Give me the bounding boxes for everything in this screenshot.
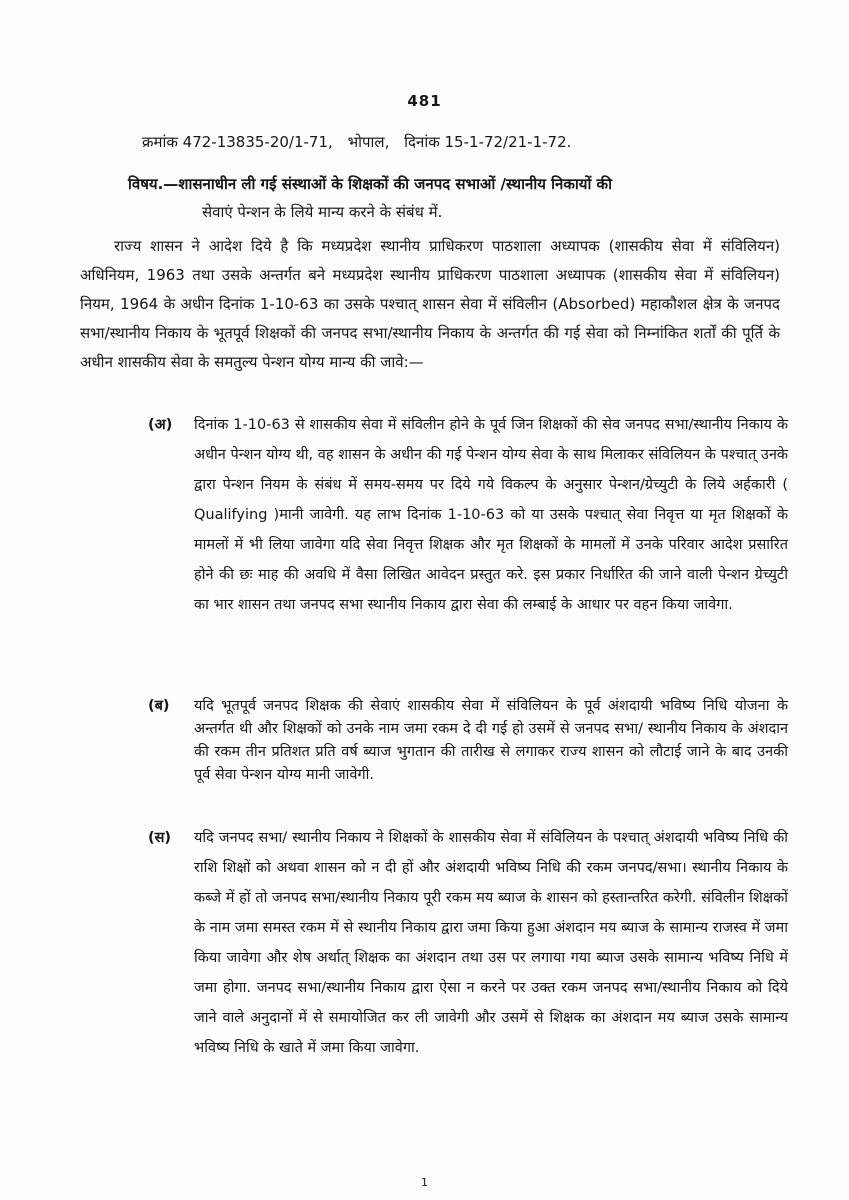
clause-c bbox=[148, 823, 788, 1063]
clause-a-marker: (अ) bbox=[148, 417, 173, 433]
reference-line bbox=[142, 132, 802, 152]
clause-c-marker: (स) bbox=[148, 830, 172, 846]
intro-paragraph: राज्य शासन ने आदेश दिये है कि मध्यप्रदेश स्थानीय प्राधिकरण पाठशाला अध्यापक (शासकीय सेवा में संविलियन) अधिनियम, 1963 तथा उसके अन्तर्गत बने मध्यप्रदेश स्थानीय प्राधिकरण पाठशाला अध्यापक (शासकीय सेवा में संविलियन) नियम, 1964 के अधीन दिनांक 1-10-63 का उसके पश्चात् शासन सेवा में संविलीन (Absorbed) महाकौशल क्षेत्र के जनपद सभा/स्थानीय निकाय के भूतपूर्व शिक्षकों की जनपद सभा/स्थानीय निकाय के अन्तर्गत की गई सेवा को निम्नांकित शर्तों की पूर्ति के अधीन शासकीय सेवा के समतुल्य पेन्शन योग्य मान्य की जावे:— bbox=[80, 237, 780, 371]
clause-c-text: यदि जनपद सभा/ स्थानीय निकाय ने शिक्षकों के शासकीय सेवा में संविलियन के पश्चात् अंशदायी भविष्य निधि की राशि शिक्षों को अथवा शासन को न दी हों और अंशदायी भविष्य निधि की रकम जनपद/सभा। स्थानीय निकाय के कब्जे में हों तो जनपद सभा/स्थानीय निकाय पूरी रकम मय ब्याज के शासन को हस्तान्तरित करेगी. संविलीन शिक्षकों के नाम जमा समस्त रकम में से स्थानीय निकाय द्वारा जमा किया हुआ अंशदान मय ब्याज के सामान्य राजस्व में जमा किया जावेगा और शेष अर्थात् शिक्षक का अंशदान तथा उस पर लगाया गया ब्याज उसके सामान्य भविष्य निधि में जमा होगा. जनपद सभा/स्थानीय निकाय द्वारा ऐसा न करने पर उक्त रकम जनपद सभा/स्थानीय निकाय को दिये जाने वाले अनुदानों में से समायोजित कर ली जावेगी और उसमें से शिक्षक का अंशदान मय ब्याज उसके सामान्य भविष्य निधि के खाते में जमा किया जावेगा. bbox=[194, 830, 788, 1056]
clause-b-marker: (ब) bbox=[148, 698, 170, 714]
clause-a bbox=[148, 410, 788, 620]
clause-b-text: यदि भूतपूर्व जनपद शिक्षक की सेवाएं शासकीय सेवा में संविलियन के पूर्व अंशदायी भविष्य निधि योजना के अन्तर्गत थी और शिक्षकों को उनके नाम जमा रकम दे दी गई हो उसमें से जनपद सभा/ स्थानीय निकाय के अंशदान की रकम तीन प्रतिशत प्रति वर्ष ब्याज भुगतान की तारीख से लगाकर राज्य शासन को लौटाई जाने के बाद उनकी पूर्व सेवा पेन्शन योग्य मानी जावेगी. bbox=[194, 698, 788, 783]
subject-label: विषय.— bbox=[128, 175, 179, 193]
reference-date: दिनांक 15-1-72/21-1-72. bbox=[404, 133, 572, 151]
subject-block bbox=[128, 170, 768, 226]
clause-a-text: दिनांक 1-10-63 से शासकीय सेवा में संविलीन होने के पूर्व जिन शिक्षकों की सेव जनपद सभा/स्थानीय निकाय के अधीन पेन्शन योग्य थी, वह शासन के अधीन की गई पेन्शन योग्य सेवा के साथ मिलाकर संविलियन के पश्चात् उनके द्वारा पेन्शन नियम के संबंध में समय-समय पर दिये गये विकल्प के अनुसार पेन्शन/ग्रेच्युटी के लिये अर्हकारी ( Qualifying )मानी जावेगी. यह लाभ दिनांक 1-10-63 को या उसके पश्चात् सेवा निवृत्त या मृत शिक्षकों के मामलों में भी लिया जावेगा यदि सेवा निवृत्त शिक्षक और मृत शिक्षकों के मामलों में उनके परिवार आदेश प्रसारित होने की छः माह की अवधि में वैसा लिखित आवेदन प्रस्तुत करे. इस प्रकार निर्धारित की जाने वाली पेन्शन ग्रेच्युटी का भार शासन तथा जनपद सभा स्थानीय निकाय द्वारा सेवा की लम्बाई के आधार पर वहन किया जावेगा. bbox=[194, 417, 788, 613]
subject-line-1: शासनाधीन ली गई संस्थाओं के शिक्षकों की जनपद सभाओं /स्थानीय निकायों की bbox=[178, 175, 612, 193]
subject-line-2: सेवाएं पेन्शन के लिये मान्य करने के संबंध में. bbox=[202, 203, 443, 221]
page-number-bottom: 1 bbox=[421, 1176, 428, 1189]
reference-place: भोपाल, bbox=[347, 133, 390, 151]
clause-b bbox=[148, 695, 788, 787]
reference-number: क्रमांक 472-13835-20/1-71, bbox=[142, 133, 333, 151]
page-number-top: 481 bbox=[407, 92, 442, 110]
